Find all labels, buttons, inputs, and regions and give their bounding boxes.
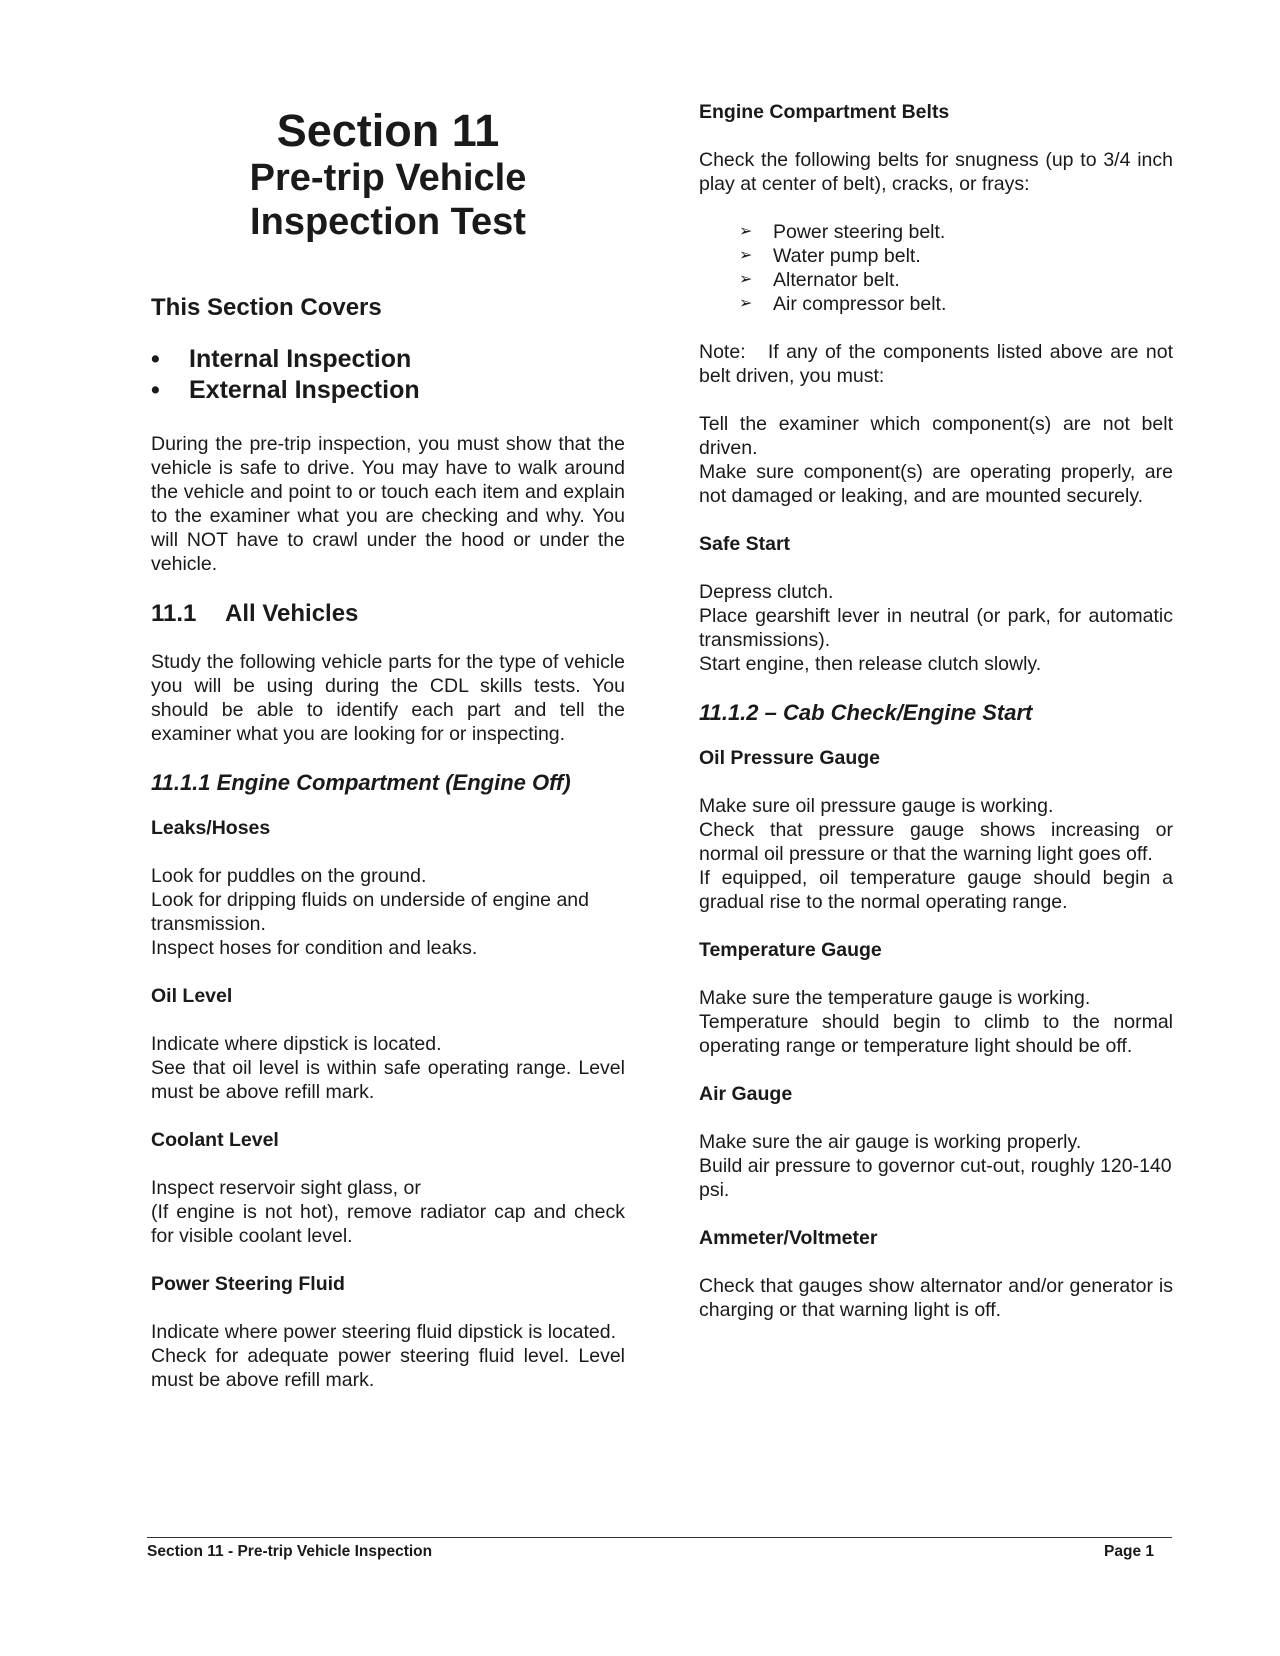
text-line: Indicate where dipstick is located. [151, 1033, 442, 1055]
page-footer [147, 1537, 1172, 1561]
power-steering-text [151, 1320, 625, 1392]
text-line: Look for dripping fluids on underside of engine and transmission. [151, 889, 589, 935]
text-line: Place gearshift lever in neutral (or park, for automatic transmissions). [699, 605, 1173, 651]
all-vehicles-paragraph: Study the following vehicle parts for the type of vehicle you will be using during the CDL skills tests. You should be able to identify each part and tell the examiner what you are looking for or inspecting. [151, 651, 625, 745]
text-line: Check that pressure gauge shows increasing or normal oil pressure or that the warning light goes off. [699, 819, 1173, 865]
text-line: Build air pressure to governor cut-out, roughly 120-140 psi. [699, 1155, 1172, 1201]
section-title: Section 11 [276, 105, 500, 156]
temperature-gauge-text [699, 986, 1173, 1058]
text-line: Temperature should begin to climb to the normal operating range or temperature light should be off. [699, 1011, 1173, 1057]
footer-section-label: Section 11 - Pre-trip Vehicle Inspection [147, 1543, 433, 1560]
list-item [739, 244, 1173, 268]
coolant-level-heading: Coolant Level [151, 1129, 279, 1151]
list-item [151, 375, 625, 406]
text-line: Indicate where power steering fluid dipstick is located. [151, 1321, 616, 1343]
bullet-icon: • [151, 345, 160, 373]
belt-item-label: Air compressor belt. [773, 293, 947, 315]
text-line: Start engine, then release clutch slowly. [699, 653, 1042, 675]
safe-start-heading: Safe Start [699, 533, 791, 555]
belts-heading: Engine Compartment Belts [699, 101, 950, 123]
text-line: Make sure oil pressure gauge is working. [699, 795, 1054, 817]
text-line: Depress clutch. [699, 581, 834, 603]
heading-11-1-1: 11.1.1 Engine Compartment (Engine Off) [151, 770, 571, 795]
belts-intro: Check the following belts for snugness (up to 3/4 inch play at center of belt), cracks, or frays: [699, 149, 1173, 195]
section-subtitle-line2: Inspection Test [250, 201, 526, 243]
safe-start-text [699, 580, 1173, 676]
text-line: Inspect hoses for condition and leaks. [151, 937, 478, 959]
oil-level-text [151, 1032, 625, 1104]
belt-item-label: Alternator belt. [773, 269, 900, 291]
list-item [151, 344, 625, 375]
note-text: If any of the components listed above are not belt driven, you must: [699, 341, 1173, 387]
list-item [739, 292, 1173, 316]
coolant-level-text [151, 1176, 625, 1248]
belts-list [699, 220, 1173, 316]
intro-paragraph: During the pre-trip inspection, you must show that the vehicle is safe to drive. You may have to walk around the vehicle and point to or touch each item and explain to the examiner what you are checking and why. You will NOT have to crawl under the hood or under the vehicle. [151, 433, 625, 575]
right-column [699, 100, 1173, 1346]
arrow-bullet-icon: ➢ [739, 295, 753, 312]
text-line: Inspect reservoir sight glass, or [151, 1177, 421, 1199]
oil-pressure-heading: Oil Pressure Gauge [699, 747, 880, 769]
oil-level-heading: Oil Level [151, 985, 233, 1007]
covers-heading: This Section Covers [151, 294, 382, 321]
list-item [739, 268, 1173, 292]
belts-note [699, 340, 1173, 388]
text-line: See that oil level is within safe operating range. Level must be above refill mark. [151, 1057, 625, 1103]
ammeter-text [699, 1274, 1173, 1322]
text-line: If equipped, oil temperature gauge should begin a gradual rise to the normal operating range. [699, 867, 1173, 913]
text-line: Make sure the temperature gauge is working. [699, 987, 1091, 1009]
air-gauge-text [699, 1130, 1173, 1202]
heading-11-1-2: 11.1.2 – Cab Check/Engine Start [699, 700, 1033, 725]
covers-item-label: Internal Inspection [189, 345, 412, 373]
belts-after-text [699, 412, 1173, 508]
text-line: Make sure component(s) are operating properly, are not damaged or leaking, and are mounted securely. [699, 461, 1173, 507]
arrow-bullet-icon: ➢ [739, 247, 753, 264]
bullet-icon: • [151, 376, 160, 404]
section-subtitle-line1: Pre-trip Vehicle [249, 157, 527, 199]
left-column [151, 100, 625, 1416]
covers-item-label: External Inspection [189, 376, 420, 404]
text-line: Make sure the air gauge is working properly. [699, 1131, 1082, 1153]
note-label: Note: [699, 341, 746, 363]
leaks-hoses-text [151, 864, 625, 960]
ammeter-heading: Ammeter/Voltmeter [699, 1227, 878, 1249]
list-item [739, 220, 1173, 244]
covers-list [151, 344, 625, 406]
text-line: Check for adequate power steering fluid level. Level must be above refill mark. [151, 1345, 625, 1391]
belt-item-label: Water pump belt. [773, 245, 921, 267]
heading-11-1 [151, 600, 625, 628]
air-gauge-heading: Air Gauge [699, 1083, 793, 1105]
text-line: Tell the examiner which component(s) are not belt driven. [699, 413, 1173, 459]
power-steering-heading: Power Steering Fluid [151, 1273, 345, 1295]
title-block [151, 106, 625, 244]
text-line: (If engine is not hot), remove radiator cap and check for visible coolant level. [151, 1201, 625, 1247]
belt-item-label: Power steering belt. [773, 221, 946, 243]
page-number: Page 1 [1104, 1543, 1154, 1560]
temperature-gauge-heading: Temperature Gauge [699, 939, 882, 961]
arrow-bullet-icon: ➢ [739, 271, 753, 288]
text-line: Check that gauges show alternator and/or generator is charging or that warning light is off. [699, 1275, 1173, 1321]
arrow-bullet-icon: ➢ [739, 223, 753, 240]
oil-pressure-text [699, 794, 1173, 914]
text-line: Look for puddles on the ground. [151, 865, 427, 887]
heading-text: All Vehicles [225, 600, 359, 627]
leaks-hoses-heading: Leaks/Hoses [151, 817, 271, 839]
heading-number: 11.1 [151, 600, 197, 627]
